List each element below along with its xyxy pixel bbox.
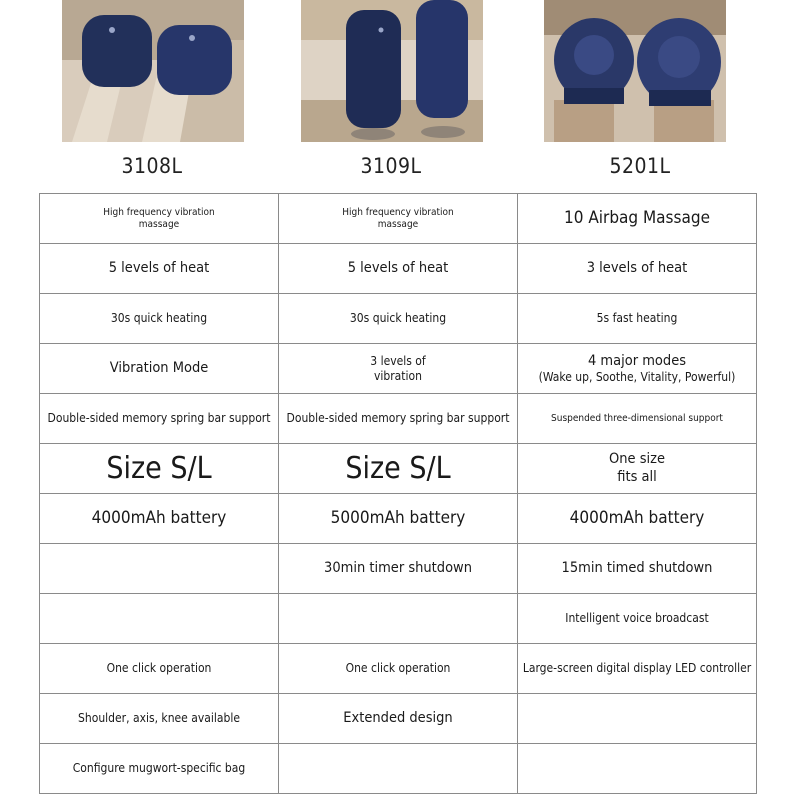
table-cell xyxy=(279,744,518,794)
table-cell: 4000mAh battery xyxy=(518,494,757,544)
table-cell: One click operation xyxy=(40,644,279,694)
table-cell: 4 major modes (Wake up, Soothe, Vitality, Powerful) xyxy=(518,344,757,394)
table-cell: Configure mugwort-specific bag xyxy=(40,744,279,794)
table-row xyxy=(40,544,757,594)
table-cell xyxy=(40,544,279,594)
table-row xyxy=(40,394,757,444)
table-cell: 30s quick heating xyxy=(40,294,279,344)
model-name-3108l: 3108L xyxy=(121,154,183,178)
table-row xyxy=(40,444,757,494)
table-cell: Suspended three-dimensional support xyxy=(518,394,757,444)
table-cell: High frequency vibration massage xyxy=(40,194,279,244)
table-cell: 30s quick heating xyxy=(279,294,518,344)
table-cell: Shoulder, axis, knee available xyxy=(40,694,279,744)
table-cell: Size S/L xyxy=(40,444,279,494)
table-row xyxy=(40,244,757,294)
table-cell xyxy=(279,594,518,644)
table-cell: Intelligent voice broadcast xyxy=(518,594,757,644)
table-cell: 3 levels of vibration xyxy=(279,344,518,394)
table-cell: 5000mAh battery xyxy=(279,494,518,544)
table-cell: Double-sided memory spring bar support xyxy=(40,394,279,444)
table-row xyxy=(40,494,757,544)
leg-massager-photo xyxy=(301,0,483,142)
table-cell: 30min timer shutdown xyxy=(279,544,518,594)
airbag-knee-massager-photo xyxy=(544,0,726,142)
table-row xyxy=(40,294,757,344)
table-cell: 10 Airbag Massage xyxy=(518,194,757,244)
table-cell: 5 levels of heat xyxy=(40,244,279,294)
table-row xyxy=(40,594,757,644)
table-row xyxy=(40,694,757,744)
table-cell xyxy=(518,744,757,794)
table-row xyxy=(40,194,757,244)
table-row xyxy=(40,344,757,394)
table-row xyxy=(40,744,757,794)
table-cell: Extended design xyxy=(279,694,518,744)
model-name-3109l: 3109L xyxy=(360,154,422,178)
table-cell: Double-sided memory spring bar support xyxy=(279,394,518,444)
table-cell: One size fits all xyxy=(518,444,757,494)
table-cell xyxy=(518,694,757,744)
table-cell: Large-screen digital display LED controller xyxy=(518,644,757,694)
table-cell: 5 levels of heat xyxy=(279,244,518,294)
knee-massager-photo xyxy=(62,0,244,142)
model-name-5201l: 5201L xyxy=(609,154,671,178)
table-cell: Vibration Mode xyxy=(40,344,279,394)
table-cell: High frequency vibration massage xyxy=(279,194,518,244)
table-cell xyxy=(40,594,279,644)
spec-comparison-table xyxy=(39,193,757,794)
table-cell: 4000mAh battery xyxy=(40,494,279,544)
table-cell: 3 levels of heat xyxy=(518,244,757,294)
table-row xyxy=(40,644,757,694)
table-cell: One click operation xyxy=(279,644,518,694)
table-cell: Size S/L xyxy=(279,444,518,494)
table-cell: 15min timed shutdown xyxy=(518,544,757,594)
table-cell: 5s fast heating xyxy=(518,294,757,344)
